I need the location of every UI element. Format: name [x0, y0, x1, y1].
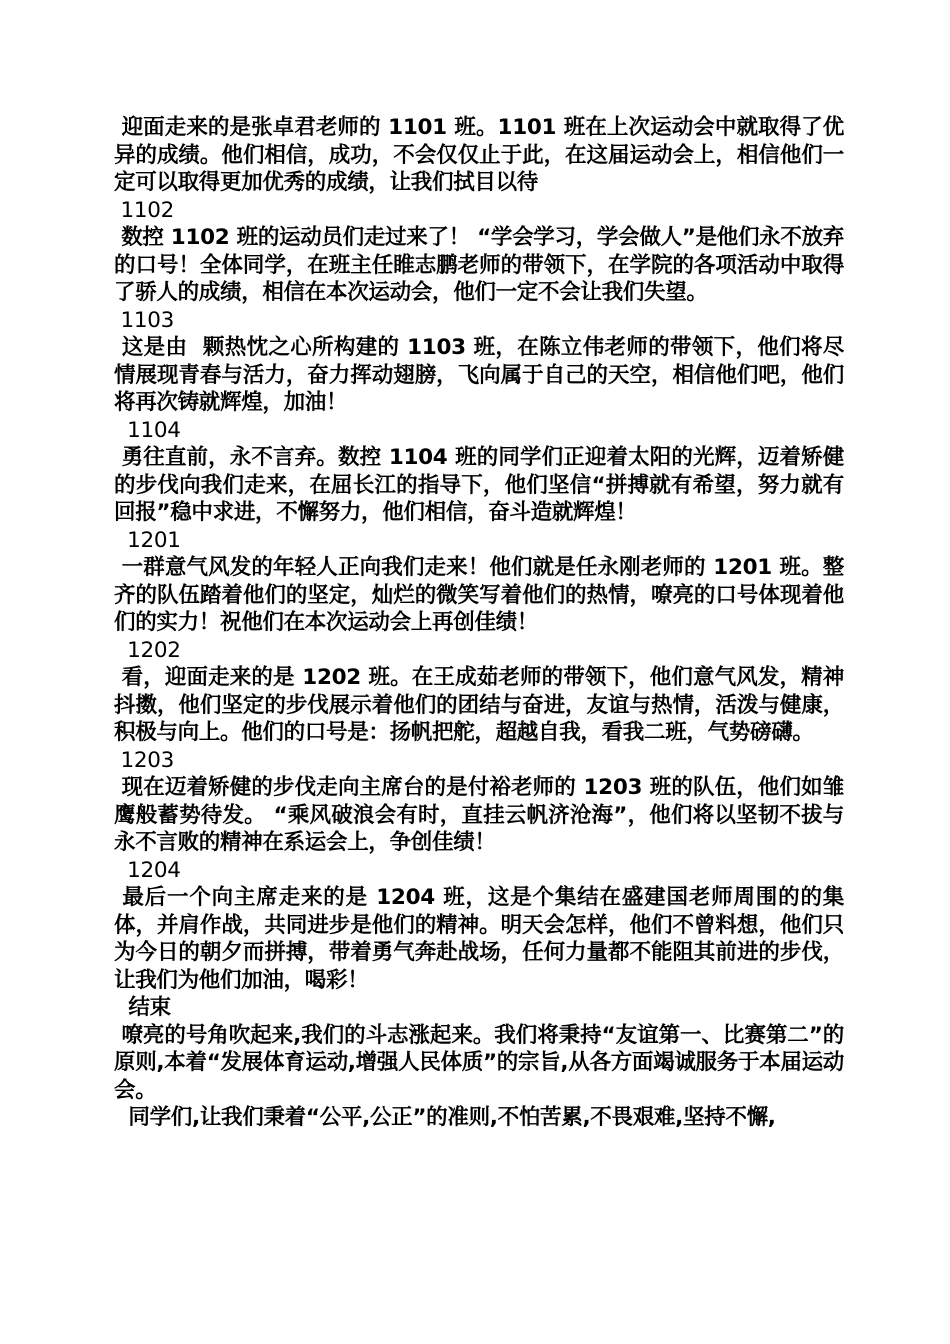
paragraph-1201: 一群意气风发的年轻人正向我们走来！他们就是任永刚老师的 1201 班。整齐的队伍踏着他们的坚定，灿烂的微笑写着他们的热情，嘹亮的口号体现着他们的实力！祝他们在本次运动会上再创佳绩！	[114, 555, 845, 635]
paragraph-1104: 勇往直前，永不言弃。数控 1104 班的同学们正迎着太阳的光辉，迈着矫健的步伐向我们走来，在屈长江的指导下，他们坚信“拼搏就有希望，努力就有回报”稳中求进，不懈努力，他们相信，奋斗造就辉煌！	[114, 445, 845, 525]
paragraph-1203: 现在迈着矫健的步伐走向主席台的是付裕老师的 1203 班的队伍，他们如雏鹰般蓄势待发。 “乘风破浪会有时，直挂云帆济沧海”，他们将以坚韧不拔与永不言败的精神在系运会上，争创佳绩！	[114, 775, 845, 855]
heading-1104: 1104	[114, 417, 181, 443]
heading-ending: 结束	[114, 995, 171, 1020]
paragraph-1101: 迎面走来的是张卓君老师的 1101 班。1101 班在上次运动会中就取得了优异的成绩。他们相信，成功，不会仅仅止于此，在这届运动会上，相信他们一定可以取得更加优秀的成绩，让我们拭目以待	[114, 115, 844, 195]
paragraph-1202: 看，迎面走来的是 1202 班。在王成茹老师的带领下，他们意气风发，精神抖擞，他们坚定的步伐展示着他们的团结与奋进，友谊与热情，活泼与健康，积极与向上。他们的口号是：扬帆把舵，超越自我，看我二班，气势磅礴。	[114, 665, 845, 745]
heading-1203: 1203	[114, 747, 175, 773]
heading-1202: 1202	[114, 637, 181, 663]
document-page	[114, 114, 844, 1132]
heading-1103: 1103	[114, 307, 175, 333]
paragraph-ending: 嘹亮的号角吹起来,我们的斗志涨起来。我们将秉持“友谊第一、比赛第二”的原则,本着“发展体育运动,增强人民体质”的宗旨,从各方面竭诚服务于本届运动会。	[114, 1022, 845, 1103]
heading-1102: 1102	[114, 197, 175, 223]
paragraph-1102: 数控 1102 班的运动员们走过来了！ “学会学习，学会做人”是他们永不放弃的口号！全体同学，在班主任睢志鹏老师的带领下，在学院的各项活动中取得了骄人的成绩，相信在本次运动会，他们一定不会让我们失望。	[114, 225, 844, 305]
heading-1201: 1201	[114, 527, 181, 553]
paragraph-closing: 同学们,让我们秉着“公平,公正”的准则,不怕苦累,不畏艰难,坚持不懈,	[114, 1105, 776, 1130]
paragraph-1103: 这是由 颗热忱之心所构建的 1103 班，在陈立伟老师的带领下，他们将尽情展现青春与活力，奋力挥动翅膀，飞向属于自己的天空，相信他们吧，他们将再次铸就辉煌，加油！	[114, 335, 844, 415]
paragraph-1204: 最后一个向主席走来的是 1204 班，这是个集结在盛建国老师周围的的集体，并肩作战，共同进步是他们的精神。明天会怎样，他们不曾料想，他们只为今日的朝夕而拼搏，带着勇气奔赴战场，任何力量都不能阻其前进的步伐，让我们为他们加油，喝彩！	[114, 885, 844, 993]
heading-1204: 1204	[114, 857, 181, 883]
